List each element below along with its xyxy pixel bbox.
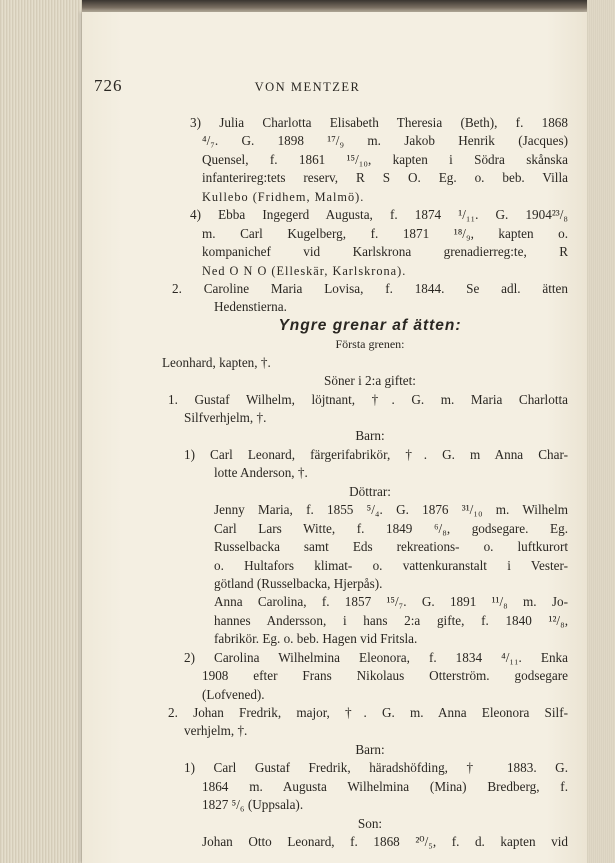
text-line: Jenny Maria, f. 1855 ⁵/₄. G. 1876 ³¹/₁₀ m. Wilhelm — [214, 502, 568, 518]
text-line: 1827 ⁵/₆ (Uppsala). — [202, 797, 304, 813]
text-line: Son: — [357, 815, 383, 831]
text-line: 4) Ebba Ingegerd Augusta, f. 1874 ¹/₁₁. G. 1904²³/₈ — [190, 207, 568, 223]
page-number: 726 — [94, 76, 123, 95]
text-line: m. Carl Kugelberg, f. 1871 ¹⁸/₉, kapten o. — [202, 225, 568, 241]
text-line: infanterireg:tets reserv, R S O. Eg. o. beb. Villa — [202, 170, 568, 186]
text-line: Quensel, f. 1861 ¹⁵/₁₀, kapten i Södra skånska — [202, 151, 568, 167]
text-line: Johan Otto Leonard, f. 1868 ²⁰/₅, f. d. kapten vid — [202, 834, 568, 850]
page-edges-left — [0, 0, 82, 863]
text-line: fabrikör. Eg. o. beb. Hagen vid Fritsla. — [214, 631, 418, 647]
text-line: Barn: — [355, 428, 385, 444]
text-line: 2. Johan Fredrik, major, †. G. m. Anna Eleonora Silf- — [168, 705, 568, 720]
text-line: 2. Caroline Maria Lovisa, f. 1844. Se adl. ätten — [172, 280, 568, 296]
running-head: VON MENTZER — [254, 80, 361, 94]
text-line: Carl Lars Witte, f. 1849 ⁶/₈, godsegare. Eg. — [214, 520, 568, 536]
text-line: 3) Julia Charlotta Elisabeth Theresia (Beth), f. 1868 — [190, 115, 568, 130]
text-line: 1908 efter Frans Nikolaus Otterström. godsegare — [202, 668, 568, 684]
subsection-heading: Första grenen: — [335, 337, 405, 352]
text-line: 2) Carolina Wilhelmina Eleonora, f. 1834 ⁴/₁₁. Enka — [184, 649, 568, 665]
text-line: ⁴/₇. G. 1898 ¹⁷/₉ m. Jakob Henrik (Jacques) — [202, 133, 568, 149]
text-line: lotte Anderson, †. — [214, 465, 308, 481]
section-heading: Yngre grenar af ätten: — [278, 316, 462, 334]
text-line: Kullebo (Fridhem, Malmö). — [202, 189, 365, 204]
text-line: 1. Gustaf Wilhelm, löjtnant, †. G. m. Maria Charlotta — [168, 391, 568, 407]
text-line: verhjelm, †. — [184, 723, 248, 739]
text-line: kompanichef vid Karlskrona grenadierreg:te, R — [202, 244, 568, 260]
page-edges-right — [587, 0, 615, 863]
text-line: Döttrar: — [349, 483, 391, 499]
text-line: (Lofvened). — [202, 686, 265, 702]
text-line: götland (Russelbacka, Hjerpås). — [214, 575, 383, 591]
text-line: Silfverhjelm, †. — [184, 410, 267, 425]
text-line: 1) Carl Leonard, färgerifabrikör, †. G. m Anna Char- — [184, 446, 568, 462]
text-line: Söner i 2:a giftet: — [324, 373, 416, 389]
text-line: Hedenstierna. — [214, 299, 287, 315]
text-line: Leonhard, kapten, †. — [162, 354, 271, 370]
body-text — [162, 114, 568, 852]
text-line: Anna Carolina, f. 1857 ¹⁵/₇. G. 1891 ¹¹/₈ m. Jo- — [214, 594, 568, 610]
text-line: hannes Andersson, i hans 2:a gifte, f. 1840 ¹²/₈, — [214, 612, 568, 628]
text-line: Russelbacka samt Eds rekreations- o. luftkurort — [214, 539, 568, 555]
text-line: 1864 m. Augusta Wilhelmina (Mina) Bredberg, f. — [202, 778, 568, 794]
text-line: 1) Carl Gustaf Fredrik, häradshöfding, † 1883. G. — [184, 760, 568, 776]
text-line: o. Hultafors klimat- o. vattenkuranstalt i Vester- — [214, 557, 568, 573]
text-line: Ned O N O (Elleskär, Karlskrona). — [202, 263, 407, 278]
text-line: Barn: — [355, 741, 385, 757]
